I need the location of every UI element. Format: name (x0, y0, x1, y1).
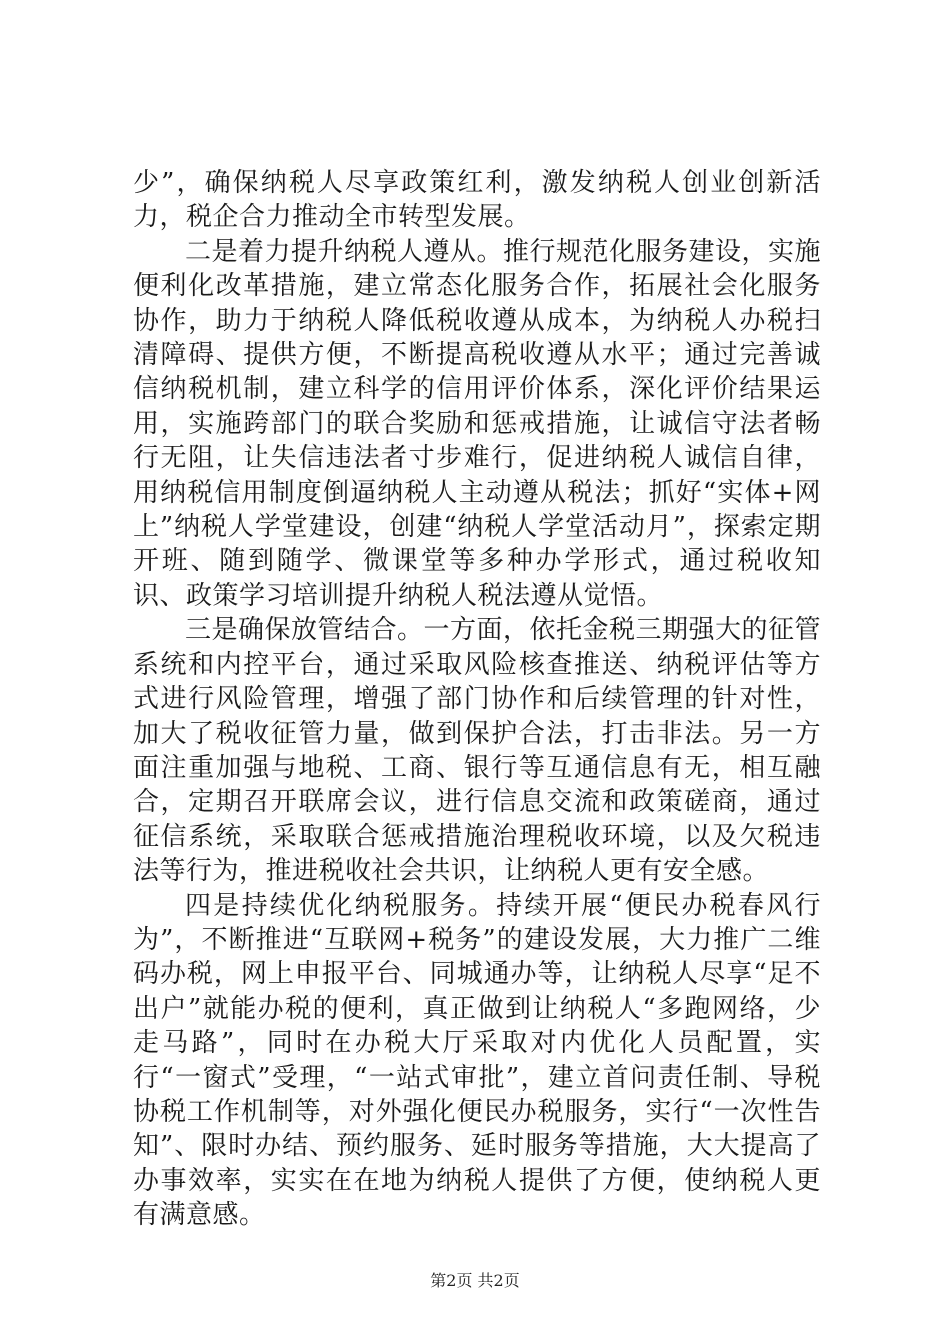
paragraph-tax-service: 四是持续优化纳税服务。持续开展“便民办税春风行为”，不断推进“互联网+税务”的建设发展，大力推广二维码办税，网上申报平台、同城通办等，让纳税人尽享“足不出户”就能办税的便利，真正做到让纳税人“多跑网络，少走马路”，同时在办税大厅采取对内优化人员配置，实行“一窗式”受理，“一站式审批”，建立首问责任制、导税协税工作机制等，对外强化便民办税服务，实行“一次性告知”、限时办结、预约服务、延时服务等措施，大大提高了办事效率，实实在在地为纳税人提供了方便，使纳税人更有满意感。 (133, 890, 821, 1231)
document-body (133, 166, 821, 1233)
paragraph-taxpayer-compliance: 二是着力提升纳税人遵从。推行规范化服务建设，实施便利化改革措施，建立常态化服务合作，拓展社会化服务协作，助力于纳税人降低税收遵从成本，为纳税人办税扫清障碍、提供方便，不断提高税收遵从水平；通过完善诚信纳税机制，建立科学的信用评价体系，深化评价结果运用，实施跨部门的联合奖励和惩戒措施，让诚信守法者畅行无阻，让失信违法者寸步难行，促进纳税人诚信自律，用纳税信用制度倒逼纳税人主动遵从税法；抓好“实体+网上”纳税人学堂建设，创建“纳税人学堂活动月”，探索定期开班、随到随学、微课堂等多种办学形式，通过税收知识、政策学习培训提升纳税人税法遵从觉悟。 (133, 236, 822, 611)
page-footer: 第2页 共2页 (430, 1271, 520, 1290)
paragraph-regulation-combined: 三是确保放管结合。一方面，依托金税三期强大的征管系统和内控平台，通过采取风险核查推送、纳税评估等方式进行风险管理，增强了部门协作和后续管理的针对性，加大了税收征管力量，做到保护合法，打击非法。另一方面注重加强与地税、工商、银行等互通信息有无，相互融合，定期召开联席会议，进行信息交流和政策磋商，通过征信系统，采取联合惩戒措施治理税收环境，以及欠税违法等行为，推进税收社会共识，让纳税人更有安全感。 (133, 615, 822, 887)
paragraph-continuation: 少”，确保纳税人尽享政策红利，激发纳税人创业创新活力，税企合力推动全市转型发展。 (133, 168, 821, 233)
